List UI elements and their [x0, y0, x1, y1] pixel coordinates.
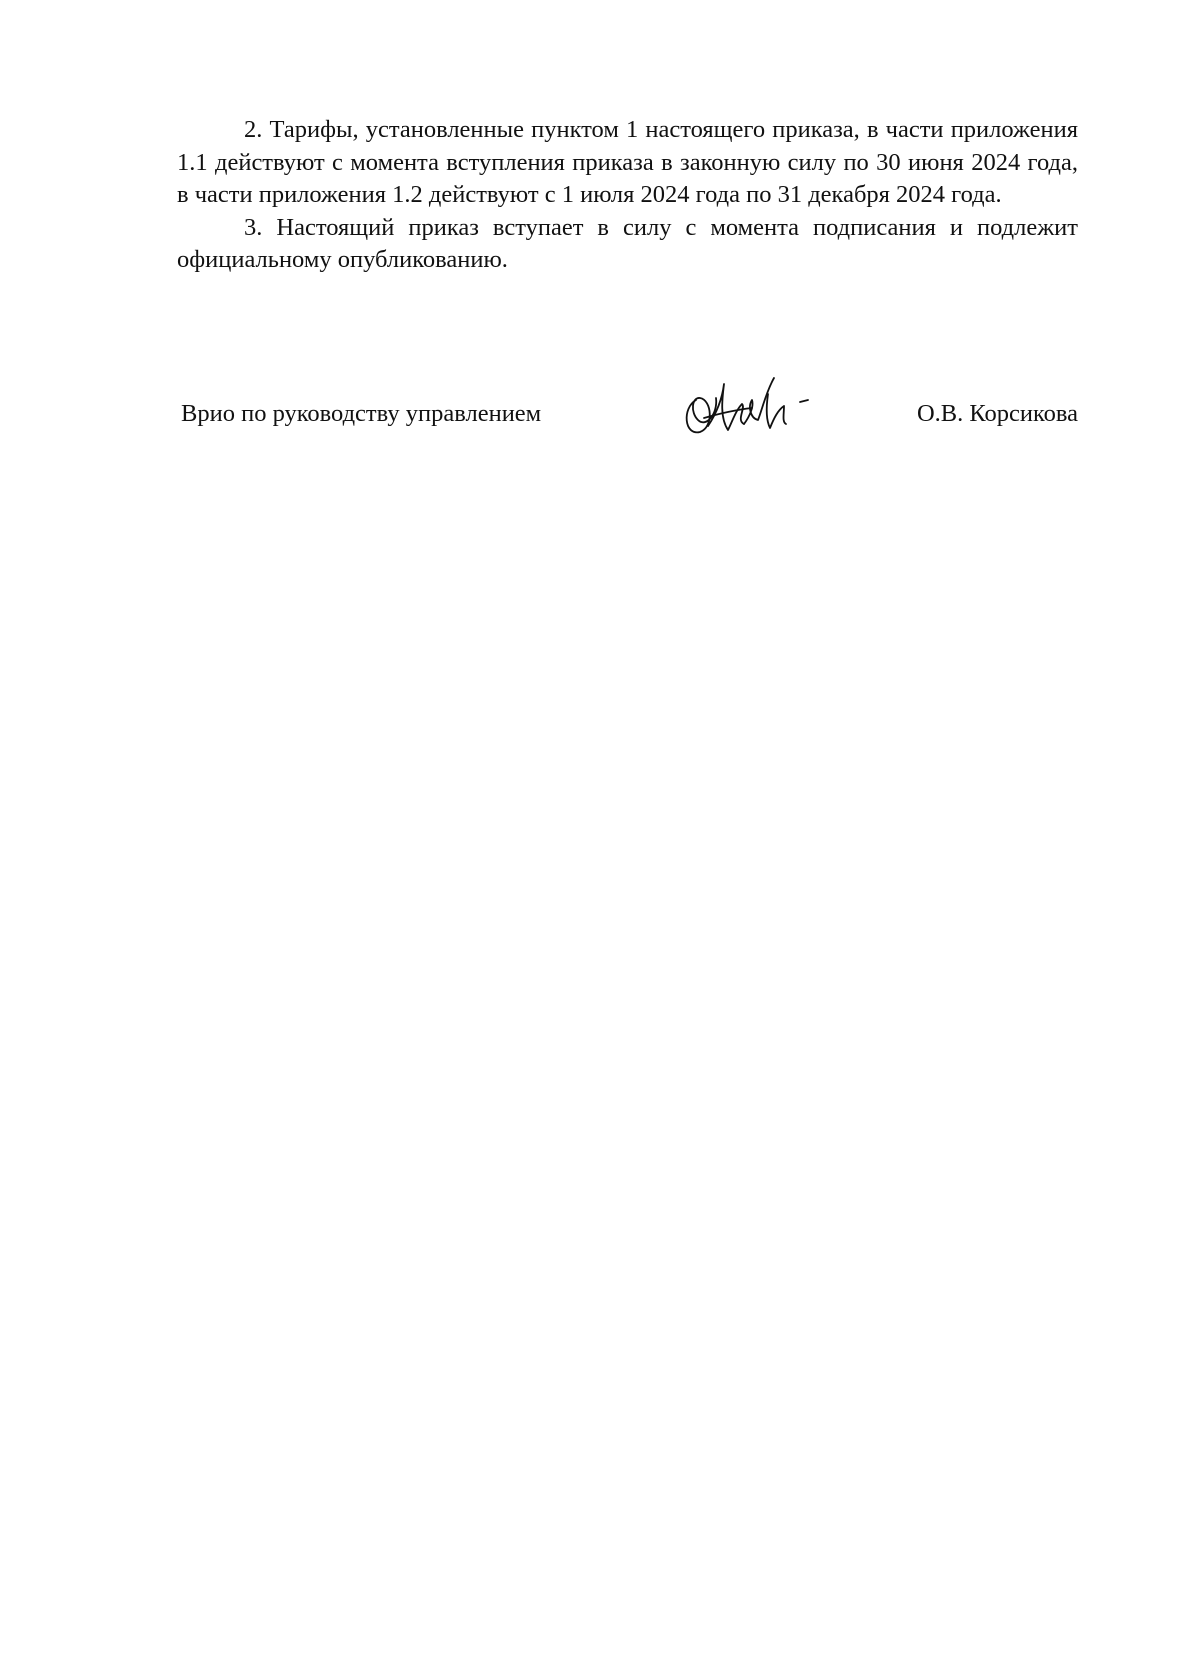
- signatory-name: О.В. Корсикова: [916, 400, 1078, 427]
- signature-block: [177, 378, 1078, 448]
- paragraph-2-tariffs: 2. Тарифы, установленные пунктом 1 настоящего приказа, в части приложения 1.1 действуют с момента вступления приказа в законную силу по 30 июня 2024 года, в части приложения 1.2 действуют с 1 июля 2024 года по 31 декабря 2024 года.: [177, 116, 1078, 208]
- document-body: [177, 114, 1078, 277]
- handwritten-signature-icon: [674, 370, 814, 445]
- paragraph-3-effective-date: 3. Настоящий приказ вступает в силу с момента подписания и подлежит официальному опубликованию.: [177, 213, 1078, 273]
- signatory-position: Врио по руководству управлением: [181, 400, 542, 427]
